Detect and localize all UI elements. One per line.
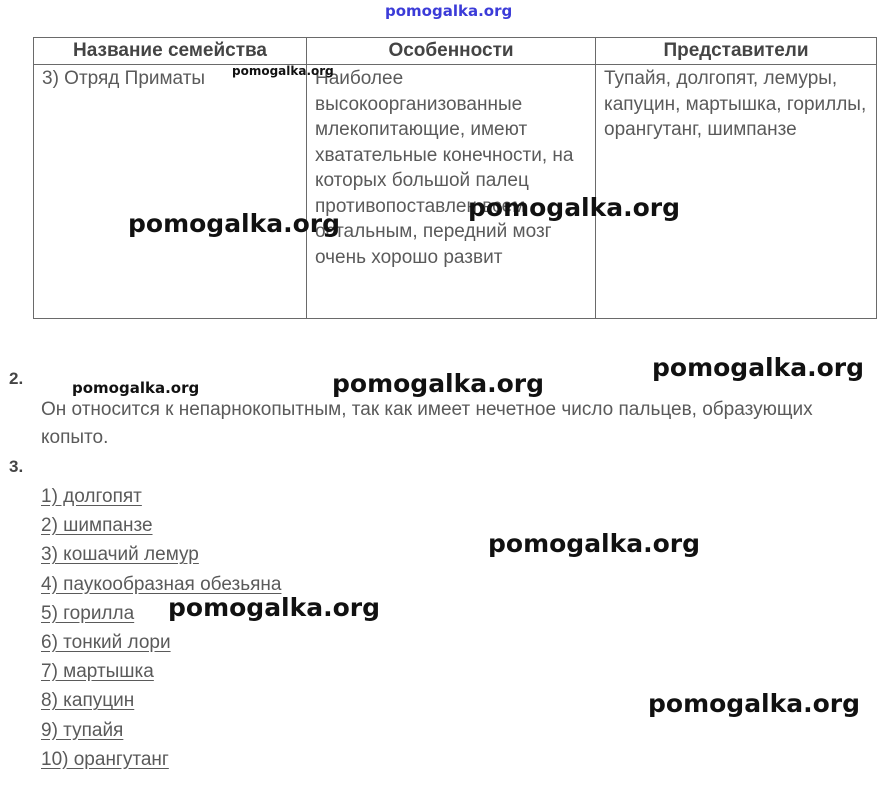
watermark: pomogalka.org — [648, 689, 861, 718]
cell-representatives: Тупайя, долгопят, лемуры, капуцин, мартышка, гориллы, орангутанг, шимпанзе — [596, 65, 877, 319]
list-item[interactable]: 7) мартышка — [41, 661, 154, 683]
list-item[interactable]: 1) долгопят — [41, 486, 142, 507]
list-item[interactable]: 8) капуцин — [41, 690, 135, 712]
list-item[interactable]: 10) орангутанг — [41, 748, 169, 770]
watermark: pomogalka.org — [168, 593, 381, 622]
watermark-header[interactable]: pomogalka.org — [385, 2, 513, 20]
list-item[interactable]: 3) кошачий лемур — [41, 544, 199, 566]
list-item[interactable]: 2) шимпанзе — [41, 515, 153, 537]
watermark: pomogalka.org — [232, 64, 334, 78]
table-row — [34, 65, 877, 319]
list-item[interactable]: 6) тонкий лори — [41, 632, 171, 654]
header-features: Особенности — [307, 38, 596, 65]
watermark: pomogalka.org — [332, 369, 545, 398]
primates-table — [33, 37, 877, 319]
question-2-answer: Он относится к непарнокопытным, так как имеет нечетное число пальцев, образующих копыто. — [41, 399, 813, 448]
watermark: pomogalka.org — [72, 379, 200, 397]
watermark: pomogalka.org — [128, 209, 341, 238]
table-header-row — [34, 38, 877, 65]
species-list — [41, 482, 281, 774]
question-2-number: 2. — [9, 369, 24, 388]
watermark: pomogalka.org — [652, 353, 865, 382]
header-representatives: Представители — [596, 38, 877, 65]
list-item[interactable]: 4) паукообразная обезьяна — [41, 573, 282, 595]
watermark: pomogalka.org — [488, 529, 701, 558]
list-item[interactable]: 5) горилла — [41, 602, 135, 624]
header-family-name: Название семейства — [34, 38, 307, 65]
question-3-number: 3. — [9, 457, 24, 476]
cell-family-name: 3) Отряд Приматы — [34, 65, 307, 319]
cell-features: Наиболее высокоорганизованные млекопитающие, имеют хватательные конечности, на которых большой палец противопоставлен всем остальным, передний мозг очень хорошо развит — [307, 65, 596, 319]
list-item[interactable]: 9) тупайя — [41, 719, 124, 741]
watermark: pomogalka.org — [468, 193, 681, 222]
